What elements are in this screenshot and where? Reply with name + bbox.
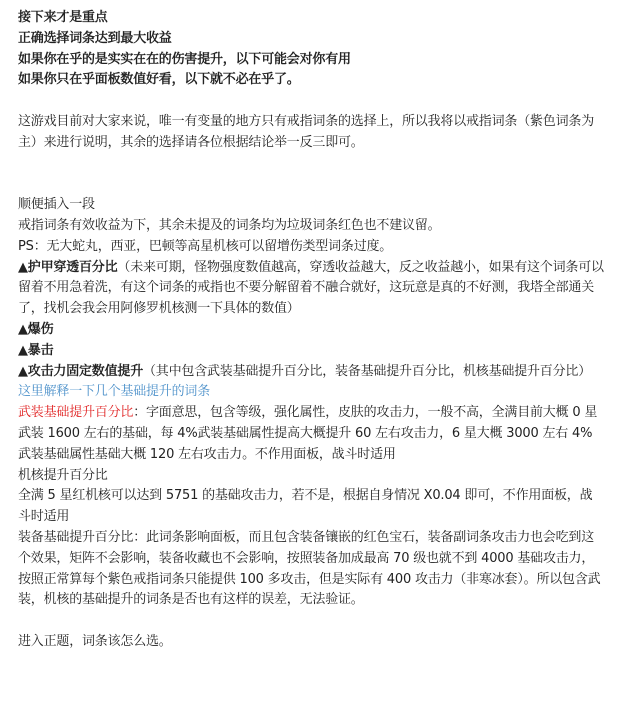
insert-line-2: PS：无大蛇丸，西亚，巴顿等高星机核可以留增伤类型词条过度。 bbox=[18, 238, 393, 254]
weapon-label: 武装基础提升百分比 bbox=[18, 405, 134, 421]
intro-line-1: 接下来才是重点 bbox=[18, 10, 108, 25]
insert-line-1: 戒指词条有效收益为下，其余未提及的词条均为垃圾词条红色也不建议留。 bbox=[18, 217, 441, 233]
crit-damage-item: ▲爆伤 bbox=[18, 321, 54, 337]
spacer bbox=[18, 611, 604, 632]
outro-line: 进入正题，词条该怎么选。 bbox=[18, 633, 172, 649]
armor-pen-text: （未来可期，怪物强度数值越高，穿透收益越大，反之收益越小，如果有这个词条可以留着不用急着洗，有这个词条的戒指也不要分解留着不融合就好，这玩意是真的不好测，我塔全部通关了，找机会我会用阿修罗机核测一下具体的数值） bbox=[18, 259, 604, 317]
equip-paragraph: 装备基础提升百分比：此词条影响面板，而且包含装备镶嵌的红色宝石，装备副词条攻击力也会吃到这个效果，矩阵不会影响，装备收藏也不会影响，按照装备加成最高 70 级也就不到 4000 基础攻击力，按照正常算每个紫色戒指词条只能提供 100 多攻击，但是实际有 400 攻击力（非寒冰套）。所以包含武装，机核的基础提升的词条是否也有这样的误差，无法验证。 bbox=[18, 529, 601, 608]
atk-text: （其中包含武装基础提升百分比，装备基础提升百分比，机核基础提升百分比） bbox=[143, 363, 592, 379]
weapon-paragraph bbox=[18, 403, 604, 465]
explain-paragraph: 这游戏目前对大家来说，唯一有变量的地方只有戒指词条的选择上，所以我将以戒指词条（紫色词条为主）来进行说明，其余的选择请各位根据结论举一反三即可。 bbox=[18, 113, 595, 150]
armor-pen-label: ▲护甲穿透百分比 bbox=[18, 259, 118, 275]
spacer bbox=[18, 154, 604, 196]
crit-item: ▲暴击 bbox=[18, 342, 54, 358]
intro-line-4: 如果你只在乎面板数值好看，以下就不必在乎了。 bbox=[18, 72, 300, 88]
core-label: 机核提升百分比 bbox=[18, 467, 108, 483]
atk-label: ▲攻击力固定数值提升 bbox=[18, 363, 143, 379]
intro-line-3: 如果你在乎的是实实在在的伤害提升，以下可能会对你有用 bbox=[18, 51, 351, 67]
intro-line-2: 正确选择词条达到最大收益 bbox=[18, 30, 172, 46]
insert-title: 顺便插入一段 bbox=[18, 197, 95, 213]
core-paragraph: 全满 5 星红机核可以达到 5751 的基础攻击力，若不是，根据自身情况 X0.04 即可，不作用面板，战斗时适用 bbox=[18, 488, 593, 525]
armor-pen-paragraph bbox=[18, 258, 604, 320]
spacer bbox=[18, 91, 604, 112]
explain-subtitle: 这里解释一下几个基础提升的词条 bbox=[18, 384, 211, 400]
atk-paragraph bbox=[18, 362, 604, 383]
weapon-text: ：字面意思，包含等级，强化属性，皮肤的攻击力，一般不高，全满目前大概 0 星武装 1600 左右的基础，每 4%武装基础属性提高大概提升 60 左右攻击力，6 星大概 3000 左右 4%武装基础属性基础大概 120 左右攻击力。不作用面板，战斗时适用 bbox=[18, 405, 598, 462]
